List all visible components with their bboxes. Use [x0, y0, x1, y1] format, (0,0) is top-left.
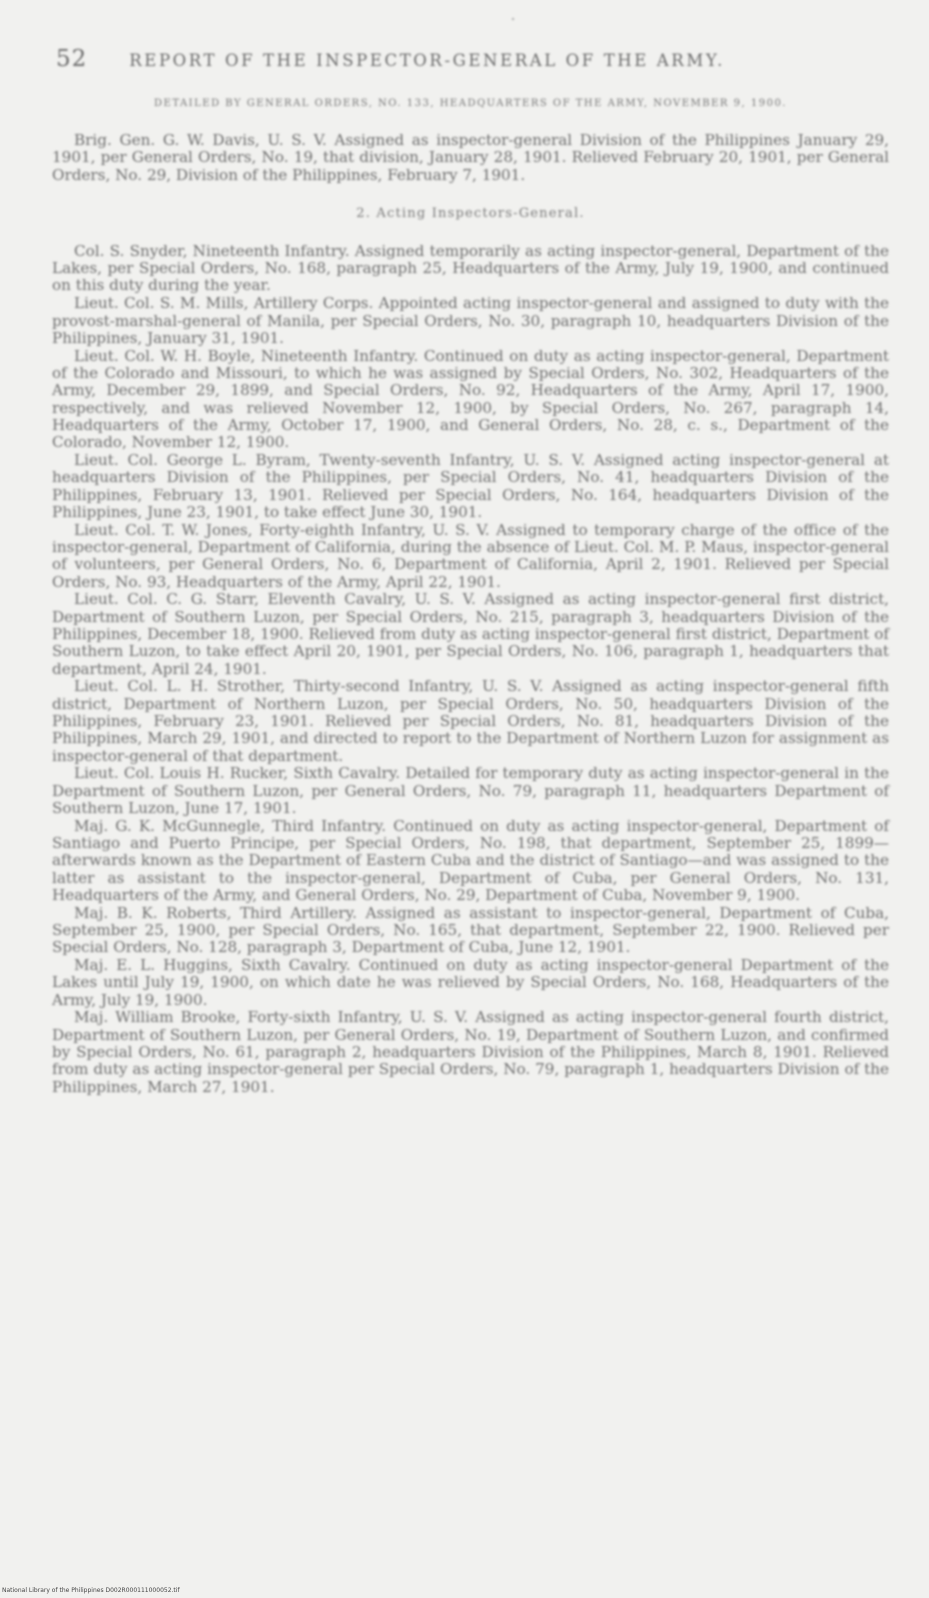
entry-paragraph: Lieut. Col. Louis H. Rucker, Sixth Cavalry. Detailed for temporary duty as acting inspector-general in the Department of Southern Luzon, per General Orders, No. 79, paragraph 11, headquarters Department of Southern Luzon, June 17, 1901. [52, 764, 889, 817]
entry-paragraph: Maj. G. K. McGunnegle, Third Infantry. Continued on duty as acting inspector-general, Department of Santiago and Puerto Principe, per Special Orders, No. 198, that department, September 25, 1899—afterwards known as the Department of Eastern Cuba and the district of Santiago—and was assigned to the latter as assistant to the inspector-general, Department of Cuba, per General Orders, No. 131, Headquarters of the Army, and General Orders, No. 29, Department of Cuba, November 9, 1900. [52, 816, 889, 904]
entry-paragraph: Lieut. Col. T. W. Jones, Forty-eighth Infantry, U. S. V. Assigned to temporary charge of the office of the inspector-general, Department of California, during the absence of Lieut. Col. M. P. Maus, inspector-general of volunteers, per General Orders, No. 6, Department of California, April 2, 1901. Relieved per Special Orders, No. 93, Headquarters of the Army, April 22, 1901. [52, 520, 889, 591]
entry-paragraph: Lieut. Col. L. H. Strother, Thirty-second Infantry, U. S. V. Assigned as acting inspector-general fifth district, Department of Northern Luzon, per Special Orders, No. 50, headquarters Division of the Philippines, February 23, 1901. Relieved per Special Orders, No. 81, headquarters Division of the Philippines, March 29, 1901, and directed to report to the Department of Northern Luzon for assignment as inspector-general of that department. [52, 677, 889, 765]
section-heading: 2. Acting Inspectors-General. [356, 205, 585, 221]
specks [512, 18, 514, 20]
entries-list [52, 243, 889, 1096]
entry-paragraph: Maj. William Brooke, Forty-sixth Infantry, U. S. V. Assigned as acting inspector-general fourth district, Department of Southern Luzon, per General Orders, No. 19, Department of Southern Luzon, and confirmed by Special Orders, No. 61, paragraph 2, headquarters Division of the Philippines, March 8, 1901. Relieved from duty as acting inspector-general per Special Orders, No. 79, paragraph 1, headquarters Division of the Philippines, March 27, 1901. [52, 1008, 889, 1096]
entry-paragraph: Lieut. Col. W. H. Boyle, Nineteenth Infantry. Continued on duty as acting inspector-general, Department of the Colorado and Missouri, to which he was assigned by Special Orders, No. 302, Headquarters of the Army, December 29, 1899, and Special Orders, No. 92, Headquarters of the Army, April 17, 1900, respectively, and was relieved November 12, 1900, by Special Orders, No. 267, paragraph 14, Headquarters of the Army, October 17, 1900, and General Orders, No. 28, c. s., Department of the Colorado, November 12, 1900. [52, 346, 889, 452]
running-head [56, 46, 889, 72]
page-number: 52 [56, 46, 88, 72]
entry-paragraph: Brig. Gen. G. W. Davis, U. S. V. Assigned as inspector-general Division of the Philippines January 29, 1901, per General Orders, No. 19, that division, January 28, 1901. Relieved February 20, 1901, per General Orders, No. 29, Division of the Philippines, February 7, 1901. [52, 131, 889, 184]
running-head-title: REPORT OF THE INSPECTOR-GENERAL OF THE ARMY. [129, 51, 726, 70]
entry-paragraph: Lieut. Col. George L. Byram, Twenty-seventh Infantry, U. S. V. Assigned acting inspector-general at headquarters Division of the Philippines, per Special Orders, No. 41, headquarters Division of the Philippines, February 13, 1901. Relieved per Special Orders, No. 164, headquarters Division of the Philippines, June 23, 1901, to take effect June 30, 1901. [52, 450, 889, 521]
entry-paragraph: Maj. B. K. Roberts, Third Artillery. Assigned as assistant to inspector-general, Department of Cuba, September 25, 1900, per Special Orders, No. 165, that department, September 22, 1900. Relieved per Special Orders, No. 128, paragraph 3, Department of Cuba, June 12, 1901. [52, 903, 889, 957]
entry-paragraph: Lieut. Col. S. M. Mills, Artillery Corps. Appointed acting inspector-general and assigned to duty with the provost-marshal-general of Manila, per Special Orders, No. 30, paragraph 10, headquarters Division of the Philippines, January 31, 1901. [52, 294, 889, 347]
entry-paragraph: Maj. E. L. Huggins, Sixth Cavalry. Continued on duty as acting inspector-general Department of the Lakes until July 19, 1900, on which date he was relieved by Special Orders, No. 168, Headquarters of the Army, July 19, 1900. [52, 956, 889, 1009]
entry-paragraph: Lieut. Col. C. G. Starr, Eleventh Cavalry, U. S. V. Assigned as acting inspector-general first district, Department of Southern Luzon, per Special Orders, No. 215, paragraph 3, headquarters Division of the Philippines, December 18, 1900. Relieved from duty as acting inspector-general first district, Department of Southern Luzon, to take effect April 20, 1901, per Special Orders, No. 106, paragraph 1, headquarters that department, April 24, 1901. [52, 590, 889, 678]
detailed-heading: DETAILED BY GENERAL ORDERS, NO. 133, HEADQUARTERS OF THE ARMY, NOVEMBER 9, 1900. [154, 98, 787, 109]
archive-stamp: National Library of the Philippines D002R000111000052.tif [2, 1587, 180, 1594]
entry-paragraph: Col. S. Snyder, Nineteenth Infantry. Assigned temporarily as acting inspector-general, Department of the Lakes, per Special Orders, No. 168, paragraph 25, Headquarters of the Army, July 19, 1900, and continued on this duty during the year. [52, 241, 889, 295]
